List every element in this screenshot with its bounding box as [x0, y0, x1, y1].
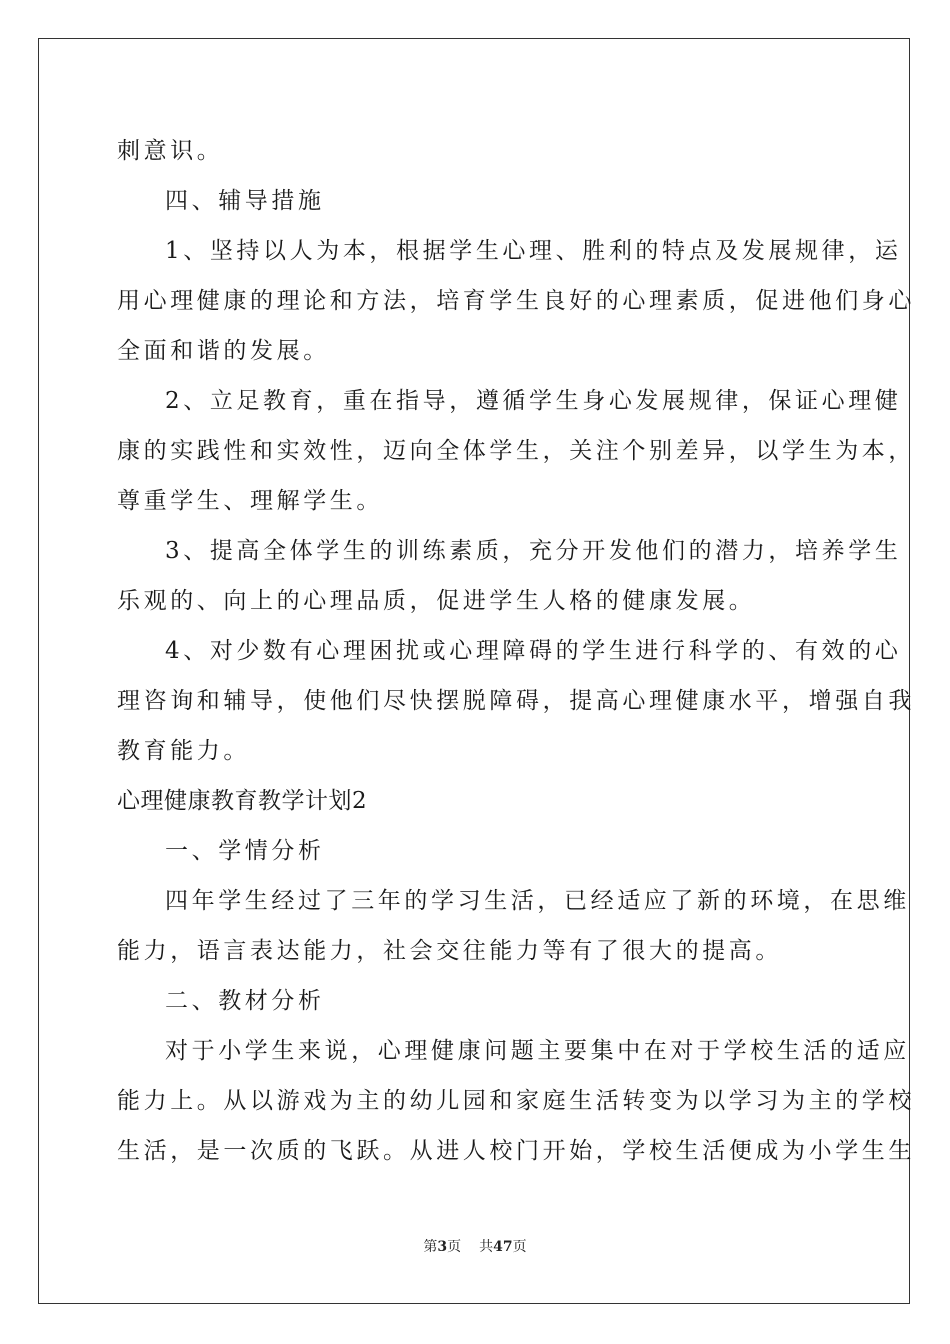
- paragraph-line: 刺意识。: [117, 138, 224, 164]
- paragraph-line: 对于小学生来说，心理健康问题主要集中在对于学校生活的适应: [165, 1038, 910, 1064]
- paragraph-line: 4、对少数有心理困扰或心理障碍的学生进行科学的、有效的心: [165, 638, 902, 664]
- paragraph-line: 康的实践性和实效性，迈向全体学生，关注个别差异，以学生为本，: [117, 438, 915, 464]
- page-number: 3: [437, 1239, 448, 1255]
- paragraph-line: 教育能力。: [117, 738, 250, 764]
- paragraph-line: 四年学生经过了三年的学习生活，已经适应了新的环境，在思维: [165, 888, 910, 914]
- total-pages: 47: [493, 1239, 513, 1255]
- paragraph-line: 乐观的、向上的心理品质，促进学生人格的健康发展。: [117, 588, 756, 614]
- total-suffix: 页: [512, 1239, 527, 1255]
- section-heading: 四、辅导措施: [165, 188, 325, 214]
- paragraph-line: 能力上。从以游戏为主的幼儿园和家庭生活转变为以学习为主的学校: [117, 1088, 915, 1114]
- paragraph-line: 能力，语言表达能力，社会交往能力等有了很大的提高。: [117, 938, 782, 964]
- paragraph-line: 2、立足教育，重在指导，遵循学生身心发展规律，保证心理健: [165, 388, 902, 414]
- paragraph-line: 1、坚持以人为本，根据学生心理、胜利的特点及发展规律，运: [165, 238, 902, 264]
- document-title: 心理健康教育教学计划2: [117, 788, 368, 814]
- paragraph-line: 用心理健康的理论和方法，培育学生良好的心理素质，促进他们身心: [117, 288, 915, 314]
- section-heading: 二、教材分析: [165, 988, 325, 1014]
- total-prefix: 共: [479, 1239, 494, 1255]
- paragraph-line: 理咨询和辅导，使他们尽快摆脱障碍，提高心理健康水平，增强自我: [117, 688, 915, 714]
- paragraph-line: 3、提高全体学生的训练素质，充分开发他们的潜力，培养学生: [165, 538, 902, 564]
- page-suffix: 页: [447, 1239, 462, 1255]
- section-heading: 一、学情分析: [165, 838, 325, 864]
- page-footer: [0, 1238, 950, 1256]
- paragraph-line: 生活，是一次质的飞跃。从进人校门开始，学校生活便成为小学生生: [117, 1138, 915, 1164]
- page-prefix: 第: [423, 1239, 438, 1255]
- paragraph-line: 全面和谐的发展。: [117, 338, 330, 364]
- paragraph-line: 尊重学生、理解学生。: [117, 488, 383, 514]
